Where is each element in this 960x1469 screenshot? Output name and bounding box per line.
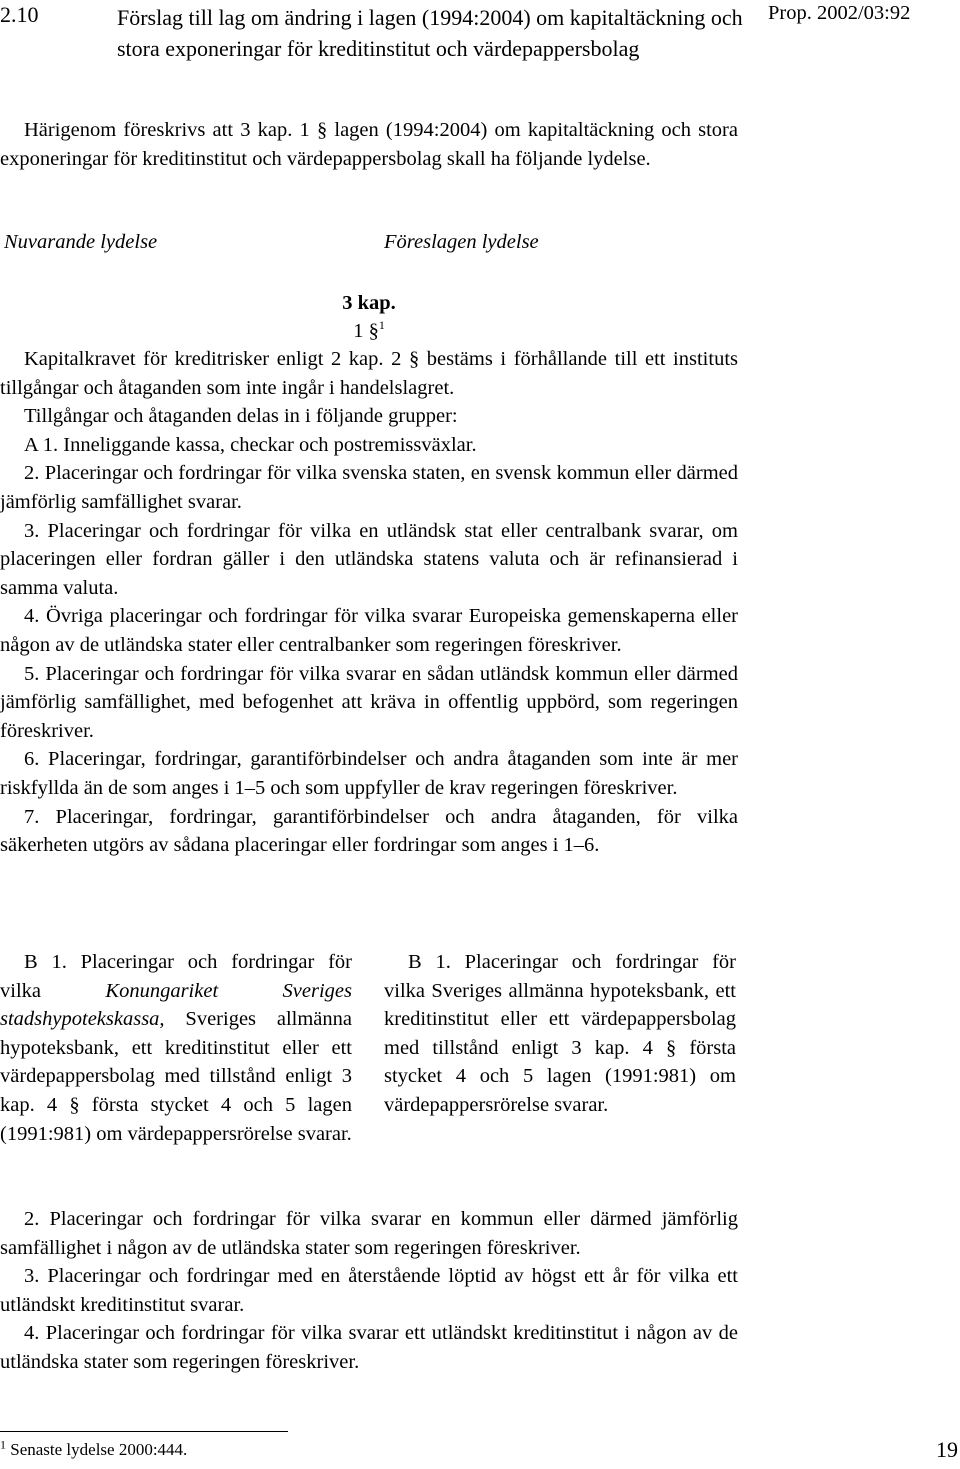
proposition-reference: Prop. 2002/03:92 (768, 2, 911, 24)
b1-current-text (0, 948, 352, 1148)
b1-current-before: B 1. Placeringar och fordringar för vilka (0, 951, 352, 1002)
section-heading (0, 317, 738, 345)
list-item-a7: 7. Placeringar, fordringar, garantiförbindelser och andra åtaganden, för vilka säkerheten utgörs av sådana placeringar eller fordringar som anges i 1–6. (0, 805, 738, 857)
b1-proposed-text: B 1. Placeringar och fordringar för vilka Sveriges allmänna hypoteksbank, ett kreditinstitut eller ett värdepappersbolag med tillstånd enligt 3 kap. 4 § första stycket 4 och 5 lagen (1991:981) om värdepappersrörelse svarar. (384, 951, 736, 1116)
main-text (0, 345, 738, 860)
lead-paragraph: Kapitalkravet för kreditrisker enligt 2 kap. 2 § bestäms i förhållande till ett instituts tillgångar och åtaganden som inte ingår i handelslagret. (0, 348, 738, 399)
section-label: 1 § (353, 320, 379, 342)
document-title: Förslag till lag om ändring i lagen (1994:2004) om kapitaltäckning och stora exponeringar för kreditinstitut och värdepappersbolag (117, 5, 743, 61)
footnote-text: Senaste lydelse 2000:444. (10, 1440, 188, 1459)
b1-current-after: Sveriges allmänna hypoteksbank, ett kreditinstitut eller ett värdepappersbolag med tillstånd enligt 3 kap. 4 § första stycket 4 och 5 lagen (1991:981) om värdepappersrörelse svarar. (0, 1008, 353, 1145)
b-items (0, 1205, 738, 1377)
list-item-a5: 5. Placeringar och fordringar för vilka svarar en sådan utländsk kommun eller därmed jämförlig samfällighet, med befogenhet att kräva in offentlig uppbörd, som regeringen föreskriver. (0, 662, 738, 742)
list-item-a3: 3. Placeringar och fordringar för vilka en utländsk stat eller centralbank svarar, om placeringen eller fordran gäller i den utländska statens valuta och är refinansierad i samma valuta. (0, 519, 738, 599)
section-number: 2.10 (0, 2, 39, 27)
column-heading-current: Nuvarande lydelse (4, 231, 158, 253)
page-number: 19 (936, 1437, 958, 1462)
list-item-a4: 4. Övriga placeringar och fordringar för vilka svarar Europeiska gemenskaperna eller någon av de utländska stater eller centralbanker som regeringen föreskriver. (0, 605, 738, 656)
list-item-a1: A 1. Inneliggande kassa, checkar och postremissväxlar. (24, 433, 477, 456)
footnote-mark: 1 (0, 1437, 6, 1452)
intro-text: Härigenom föreskrivs att 3 kap. 1 § lagen (1994:2004) om kapitaltäckning och stora exponeringar för kreditinstitut och värdepappersbolag skall ha följande lydelse. (0, 119, 738, 170)
intro-paragraph (0, 116, 738, 173)
column-heading-proposed: Föreslagen lydelse (384, 231, 539, 253)
b1-current-wording (0, 948, 352, 1148)
footnote-divider (0, 1431, 288, 1432)
list-item-b3: 3. Placeringar och fordringar med en återstående löptid av högst ett år för vilka ett utländskt kreditinstitut svarar. (0, 1265, 738, 1316)
chapter-heading: 3 kap. (342, 292, 396, 314)
list-item-a2: 2. Placeringar och fordringar för vilka svenska staten, en svensk kommun eller därmed jämförlig samfällighet svarar. (0, 462, 738, 513)
footnote (0, 1437, 188, 1460)
groups-intro: Tillgångar och åtaganden delas in i följande grupper: (24, 405, 458, 428)
b1-current-struck-phrase: Konungariket Sveriges stadshypotekskassa, (0, 979, 352, 1031)
list-item-b2: 2. Placeringar och fordringar för vilka svarar en kommun eller därmed jämförlig samfällighet i någon av de utländska stater som regeringen föreskriver. (0, 1208, 738, 1259)
list-item-b4: 4. Placeringar och fordringar för vilka svarar ett utländskt kreditinstitut i någon av de utländska stater som regeringen föreskriver. (0, 1322, 738, 1373)
list-item-a6: 6. Placeringar, fordringar, garantiförbindelser och andra åtaganden som inte är mer riskfyllda än de som anges i 1–5 och som uppfyller de krav regeringen föreskriver. (0, 748, 738, 799)
footnote-reference: 1 (378, 318, 385, 333)
b1-proposed-wording (384, 948, 736, 1120)
